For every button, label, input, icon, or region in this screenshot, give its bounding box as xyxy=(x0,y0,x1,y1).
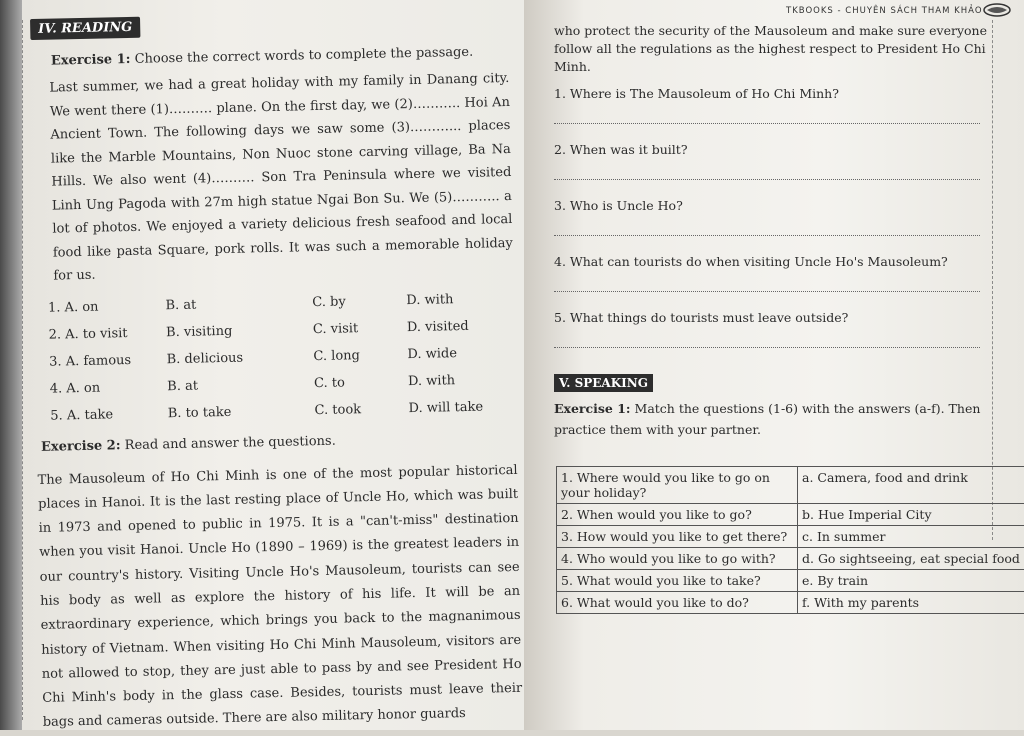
speaking-exercise1-label: Exercise 1: xyxy=(554,401,631,416)
option-d: D. with xyxy=(408,371,516,388)
exercise1-instruction: Choose the correct words to complete the passage. xyxy=(134,45,473,67)
reading-section-label: IV. READING xyxy=(30,17,141,40)
answer-line-5[interactable] xyxy=(554,333,980,348)
publisher-header: TKBOOKS - CHUYÊN SÁCH THAM KHẢO xyxy=(786,6,983,16)
exercise2-instruction: Read and answer the questions. xyxy=(125,433,336,452)
left-margin-line xyxy=(22,20,23,720)
option-d: D. will take xyxy=(408,398,516,415)
table-row xyxy=(557,504,1024,526)
answer-line-2[interactable] xyxy=(554,165,980,180)
table-row xyxy=(557,467,1024,504)
match-question-1: 1. Where would you like to go on your holiday? xyxy=(557,467,798,504)
match-question-5: 5. What would you like to take? xyxy=(557,570,798,592)
option-a: 5. A. take xyxy=(50,406,168,423)
match-question-4: 4. Who would you like to go with? xyxy=(557,548,798,570)
matching-table xyxy=(556,466,1024,614)
answer-line-3[interactable] xyxy=(554,221,980,236)
question-4: 4. What can tourists do when visiting Uncle Ho's Mausoleum? xyxy=(554,254,990,269)
speaking-exercise1-title xyxy=(554,398,990,440)
match-question-6: 6. What would you like to do? xyxy=(557,592,798,614)
match-answer-d: d. Go sightseeing, eat special food xyxy=(798,548,1024,570)
left-page-content xyxy=(30,8,523,736)
option-d: D. with xyxy=(406,290,514,307)
match-answer-e: e. By train xyxy=(798,570,1024,592)
option-d: D. visited xyxy=(407,317,515,334)
book-logo-icon xyxy=(982,2,1012,18)
option-a: 2. A. to visit xyxy=(48,325,166,342)
speaking-exercise1-instruction: Match the questions (1-6) with the answers (a-f). Then practice them with your partner. xyxy=(554,401,980,437)
exercise2-title xyxy=(41,429,517,454)
exercise1-title xyxy=(51,44,509,69)
exercise2-passage: The Mausoleum of Ho Chi Minh is one of the most popular historical places in Hanoi. It is the last resting place of Uncle Ho, which was built in 1973 and opened to public in 1975. It is a "can't-miss" destination when you visit Hanoi. Uncle Ho (1890 – 1969) is the greatest leaders in our country's history. Visiting Uncle Ho's Mausoleum, tourists can see his body as well as explore the history of his life. It will be an extraordinary experience, which brings you back to the magnanimous history of Vietnam. When visiting Ho Chi Minh Mausoleum, visitors are not allowed to stop, they are just able to pass by and see President Ho Chi Minh's body in the glass case. Besides, tourists must leave their bags and cameras outside. There are also military honor guards xyxy=(37,458,522,735)
exercise2-label: Exercise 2: xyxy=(41,438,121,455)
match-answer-f: f. With my parents xyxy=(798,592,1024,614)
option-c: C. took xyxy=(314,401,408,418)
exercise1-passage: Last summer, we had a great holiday with my family in Danang city. We went there (1)………. plane. On the first day, we (2)……….. Hoi An Ancient Town. The following days we saw some (3)………... places like the Marble Mountains, Non Nuoc stone carving village, Ba Na Hills. We also went (4)………. Son Tra Peninsula where we visited Linh Ung Pagoda with 27m high statue Ngai Bon Su. We (5)……….. a lot of photos. We enjoyed a variety delicious fresh seafood and local food like pasta Square, pork rolls. It was such a memorable holiday for us. xyxy=(49,67,513,288)
table-row xyxy=(557,526,1024,548)
right-margin-line xyxy=(992,20,993,540)
option-a: 1. A. on xyxy=(48,298,166,315)
answer-line-4[interactable] xyxy=(554,277,980,292)
right-page-content xyxy=(554,22,990,440)
passage-continuation: who protect the security of the Mausoleum and make sure everyone follow all the regulations as the highest respect to President Ho Chi Minh. xyxy=(554,22,990,76)
option-b: B. delicious xyxy=(167,349,314,367)
match-answer-c: c. In summer xyxy=(798,526,1024,548)
option-a: 4. A. on xyxy=(50,379,168,396)
exercise1-label: Exercise 1: xyxy=(51,52,131,69)
question-5: 5. What things do tourists must leave outside? xyxy=(554,310,990,325)
option-a: 3. A. famous xyxy=(49,352,167,369)
option-c: C. to xyxy=(314,374,408,391)
answer-line-1[interactable] xyxy=(554,109,980,124)
answer-options xyxy=(48,284,517,429)
match-answer-a: a. Camera, food and drink xyxy=(798,467,1024,504)
option-c: C. visit xyxy=(313,320,407,337)
question-3: 3. Who is Uncle Ho? xyxy=(554,198,990,213)
match-answer-b: b. Hue Imperial City xyxy=(798,504,1024,526)
match-question-3: 3. How would you like to get there? xyxy=(557,526,798,548)
table-row xyxy=(557,548,1024,570)
question-1: 1. Where is The Mausoleum of Ho Chi Minh? xyxy=(554,86,990,101)
option-b: B. to take xyxy=(168,403,315,421)
option-c: C. long xyxy=(313,347,407,364)
speaking-section-label: V. SPEAKING xyxy=(554,374,653,392)
option-d: D. wide xyxy=(407,344,515,361)
option-b: B. at xyxy=(167,376,314,394)
question-2: 2. When was it built? xyxy=(554,142,990,157)
option-c: C. by xyxy=(312,293,406,310)
option-b: B. visiting xyxy=(166,322,313,340)
table-row xyxy=(557,592,1024,614)
option-b: B. at xyxy=(165,295,312,313)
match-question-2: 2. When would you like to go? xyxy=(557,504,798,526)
table-row xyxy=(557,570,1024,592)
